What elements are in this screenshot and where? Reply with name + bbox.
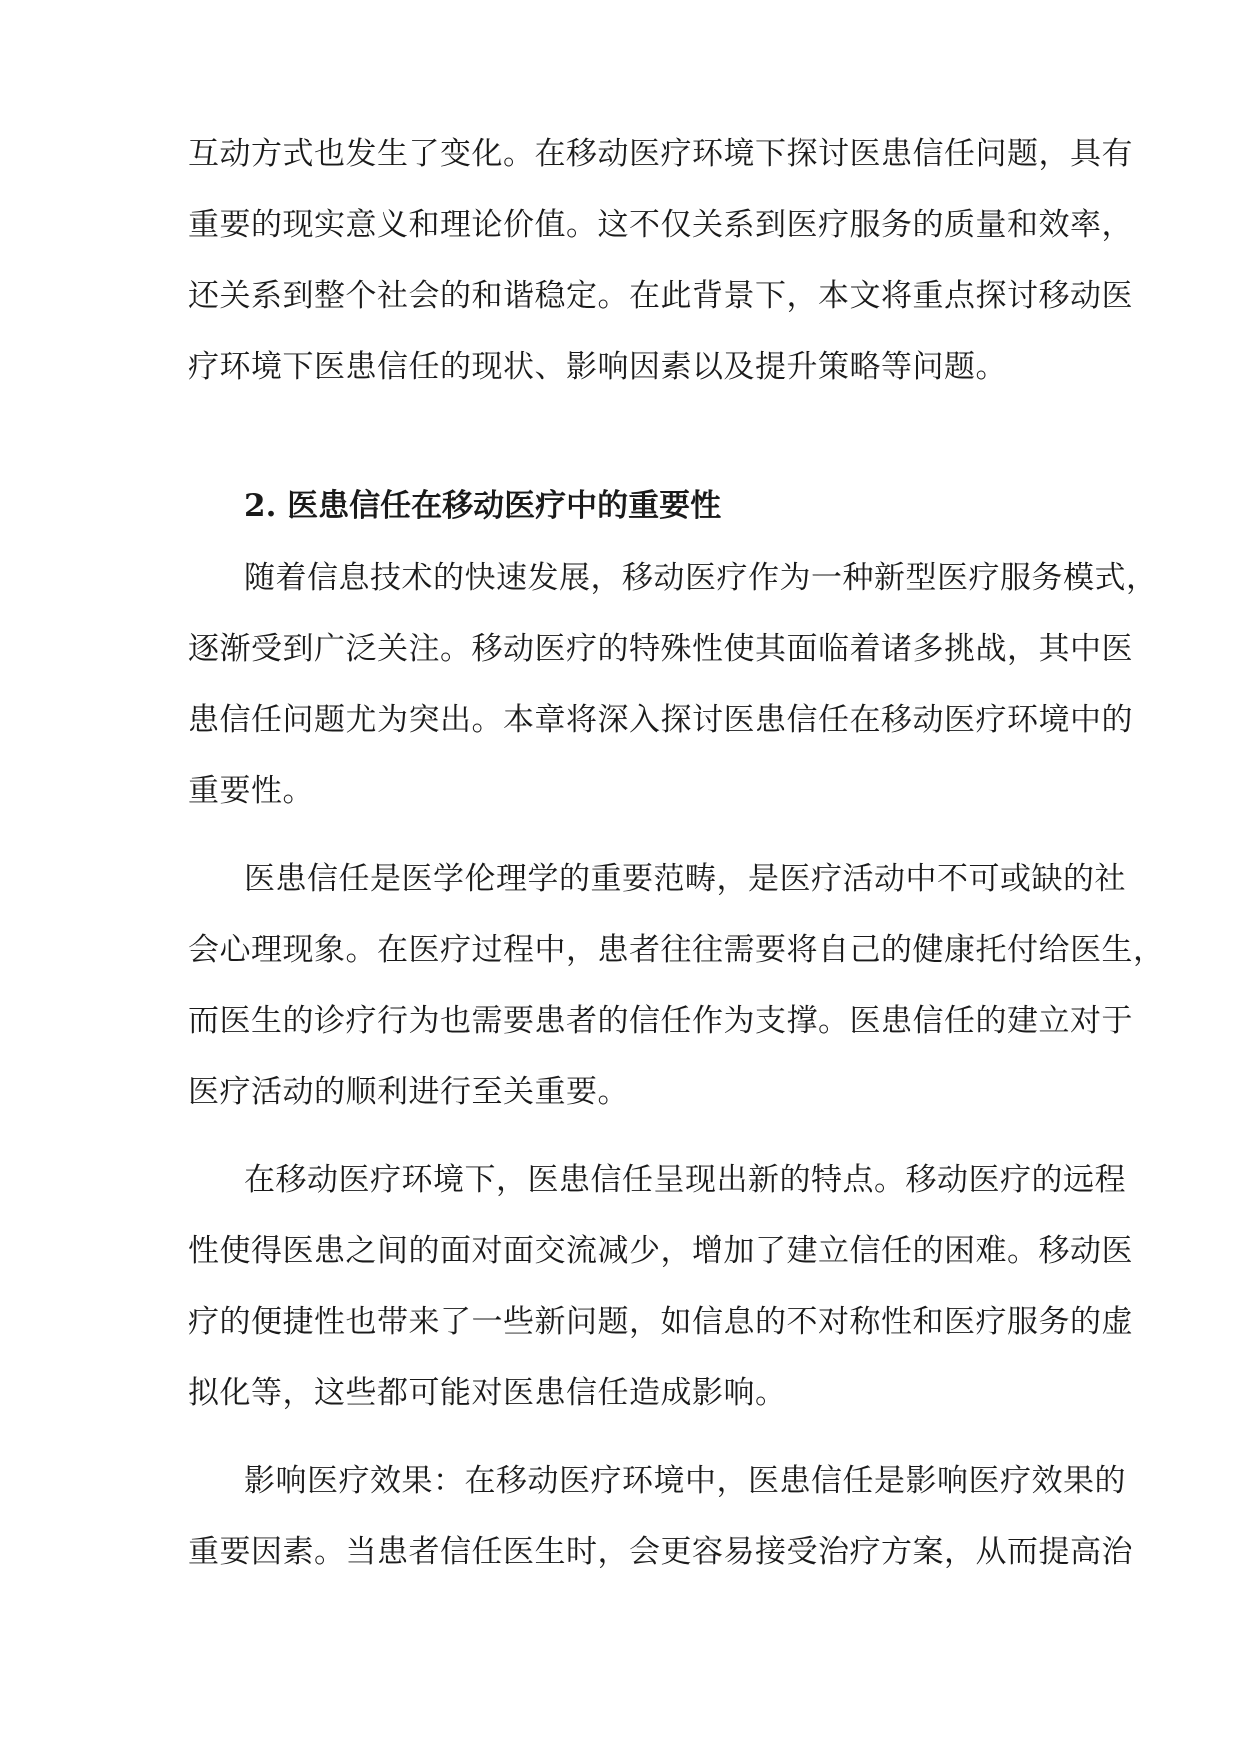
text-line: 疗的便捷性也带来了一些新问题，如信息的不对称性和医疗服务的虚	[188, 1304, 1133, 1340]
text-line: 拟化等，这些都可能对医患信任造成影响。	[188, 1375, 787, 1411]
section-heading: 2. 医患信任在移动医疗中的重要性	[244, 488, 722, 524]
text-line: 疗环境下医患信任的现状、影响因素以及提升策略等问题。	[188, 349, 1007, 385]
text-line: 医疗活动的顺利进行至关重要。	[188, 1074, 629, 1110]
text-line: 医患信任是医学伦理学的重要范畴，是医疗活动中不可或缺的社	[244, 861, 1126, 897]
text-line: 还关系到整个社会的和谐稳定。在此背景下，本文将重点探讨移动医	[188, 278, 1133, 314]
text-line: 而医生的诊疗行为也需要患者的信任作为支撑。医患信任的建立对于	[188, 1003, 1133, 1039]
text-line: 在移动医疗环境下，医患信任呈现出新的特点。移动医疗的远程	[244, 1162, 1126, 1198]
text-line: 影响医疗效果：在移动医疗环境中，医患信任是影响医疗效果的	[244, 1463, 1126, 1499]
text-line: 重要因素。当患者信任医生时，会更容易接受治疗方案，从而提高治	[188, 1534, 1133, 1570]
text-line: 互动方式也发生了变化。在移动医疗环境下探讨医患信任问题，具有	[188, 136, 1133, 172]
text-line: 患信任问题尤为突出。本章将深入探讨医患信任在移动医疗环境中的	[188, 702, 1133, 738]
text-line: 重要的现实意义和理论价值。这不仅关系到医疗服务的质量和效率，	[188, 207, 1133, 243]
text-line: 随着信息技术的快速发展，移动医疗作为一种新型医疗服务模式，	[244, 560, 1158, 596]
text-line: 性使得医患之间的面对面交流减少，增加了建立信任的困难。移动医	[188, 1233, 1133, 1269]
text-line: 逐渐受到广泛关注。移动医疗的特殊性使其面临着诸多挑战，其中医	[188, 631, 1133, 667]
text-line: 会心理现象。在医疗过程中，患者往往需要将自己的健康托付给医生，	[188, 932, 1165, 968]
text-line: 重要性。	[188, 773, 314, 809]
